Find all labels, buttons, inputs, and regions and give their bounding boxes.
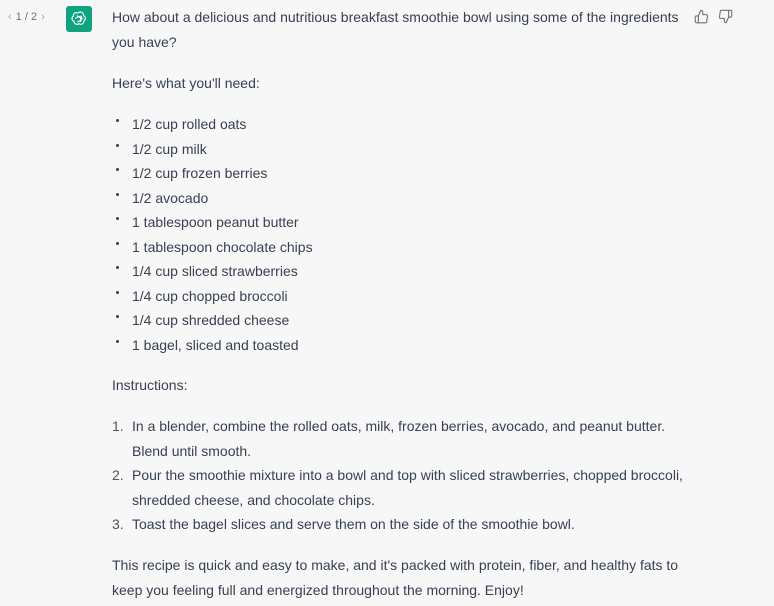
bullet-icon xyxy=(116,315,119,318)
response-pager xyxy=(8,11,45,23)
step-text: In a blender, combine the rolled oats, milk, frozen berries, avocado, and peanut butter. Blend until smooth. xyxy=(132,418,666,459)
instructions-heading: Instructions: xyxy=(112,377,188,393)
bullet-icon xyxy=(116,193,119,196)
bullet-icon xyxy=(116,242,119,245)
list-item: 1 bagel, sliced and toasted xyxy=(112,333,690,358)
bullet-icon xyxy=(116,119,119,122)
thumbs-down-button[interactable] xyxy=(717,8,733,24)
bullet-icon xyxy=(116,340,119,343)
feedback-buttons xyxy=(693,8,733,24)
assistant-avatar xyxy=(66,6,92,32)
bullet-icon xyxy=(116,144,119,147)
bullet-icon xyxy=(116,217,119,220)
pager-label: 1 / 2 xyxy=(15,11,38,23)
list-item: 1/2 cup frozen berries xyxy=(112,161,690,186)
list-item: 1/4 cup sliced strawberries xyxy=(112,259,690,284)
intro-text: How about a delicious and nutritious breakfast smoothie bowl using some of the ingredients you have? xyxy=(112,9,679,50)
bullet-icon xyxy=(116,266,119,269)
list-item: 1/2 avocado xyxy=(112,186,690,211)
list-item: 1/2 cup rolled oats xyxy=(112,112,690,137)
list-item: 1/4 cup shredded cheese xyxy=(112,308,690,333)
chevron-left-icon[interactable]: ‹ xyxy=(8,10,12,23)
list-item xyxy=(112,414,690,463)
thumbs-up-button[interactable] xyxy=(693,8,709,24)
openai-logo-icon xyxy=(70,10,88,28)
closing-text: This recipe is quick and easy to make, and it's packed with protein, fiber, and healthy fats to keep you feeling full and energized throughout the morning. Enjoy! xyxy=(112,556,679,598)
list-item: 1 tablespoon peanut butter xyxy=(112,210,690,235)
thumbs-up-icon xyxy=(694,9,709,24)
step-number: 2. xyxy=(112,467,124,483)
step-text: Toast the bagel slices and serve them on the side of the smoothie bowl. xyxy=(132,516,575,532)
ingredients-list xyxy=(112,112,690,357)
step-number: 1. xyxy=(112,418,124,434)
list-item: 1/2 cup milk xyxy=(112,137,690,162)
step-number: 3. xyxy=(112,516,124,532)
list-item: 1 tablespoon chocolate chips xyxy=(112,235,690,260)
bullet-icon xyxy=(116,168,119,171)
chevron-right-icon[interactable]: › xyxy=(41,10,45,23)
list-item xyxy=(112,512,690,537)
list-item xyxy=(112,463,690,512)
thumbs-down-icon xyxy=(718,9,733,24)
step-text: Pour the smoothie mixture into a bowl and top with sliced strawberries, chopped broccoli, shredded cheese, and chocolate chips. xyxy=(132,467,683,508)
bullet-icon xyxy=(116,291,119,294)
message-content xyxy=(112,5,690,603)
list-item: 1/4 cup chopped broccoli xyxy=(112,284,690,309)
instructions-list xyxy=(112,414,690,537)
ingredients-heading: Here's what you'll need: xyxy=(112,75,260,91)
